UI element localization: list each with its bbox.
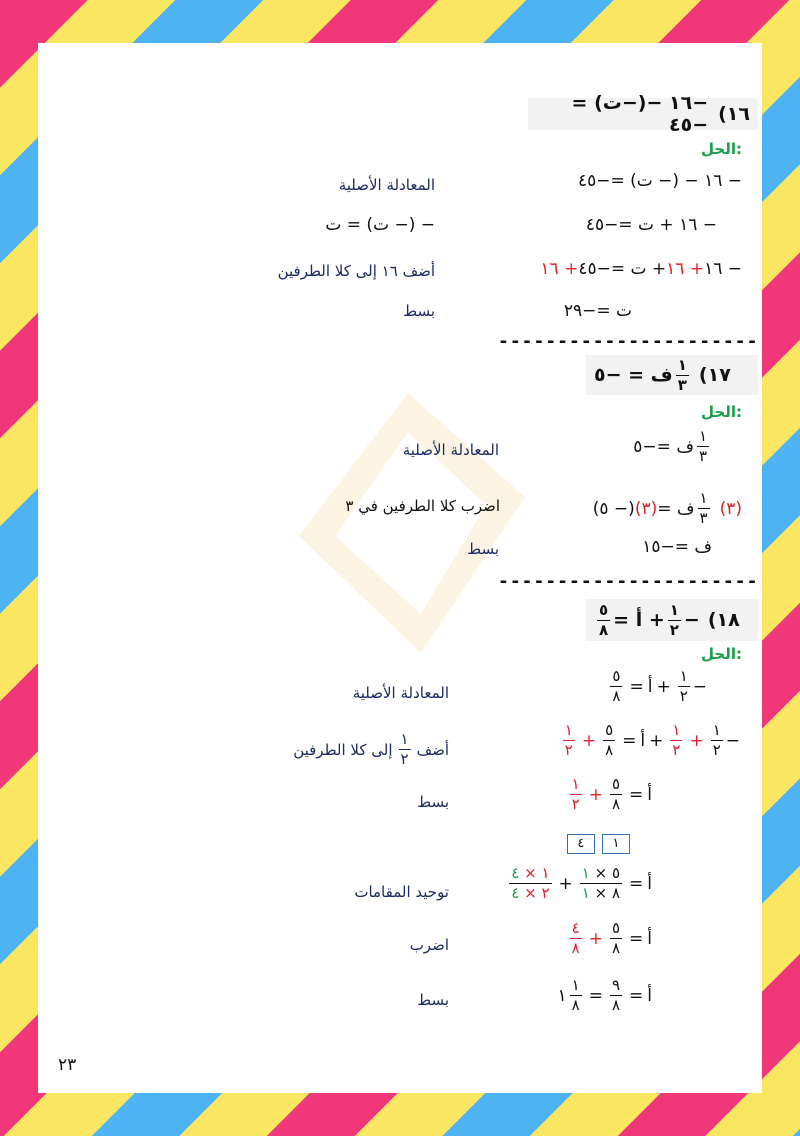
- p16-step-1: المعادلة الأصلية: [338, 176, 435, 194]
- p16-eq-3-d: + ١٦: [540, 259, 579, 279]
- solution-label-17: الحل:: [701, 403, 742, 421]
- fraction-half: $\frac{١}{٢}$: [679, 667, 688, 705]
- p17-eq-2: [593, 491, 742, 526]
- problem-17-fraction: [676, 355, 689, 394]
- solution-label-16: الحل:: [701, 140, 742, 158]
- separator-2: ----------------------: [498, 571, 759, 592]
- p18-step-5: اضرب: [409, 936, 449, 954]
- p17-eq-1-tail: ف =−٥: [633, 436, 694, 457]
- problem-17-tail: ف = −٥: [594, 364, 673, 386]
- problem-18-statement: [586, 599, 758, 641]
- p17-eq-1: [633, 429, 712, 464]
- p18-eq-6: أ = $\frac{٩}{٨}$ = $\frac{١}{٨}$ ١: [557, 976, 652, 1014]
- fraction-numerator: ١: [698, 427, 707, 445]
- problem-18-fraction-half: [668, 600, 681, 639]
- p18-step-3: بسط: [417, 793, 449, 811]
- problem-18-mid: + أ =: [613, 609, 665, 631]
- p17-eq-3: ف =−١٥: [642, 537, 712, 557]
- problem-18-number: ١٨): [707, 609, 740, 631]
- p17-step-2: اضرب كلا الطرفين في ٣: [345, 497, 500, 515]
- p17-eq-2-mid: (٣): [634, 498, 658, 519]
- p17-eq-2-left: (٣): [719, 498, 742, 519]
- p17-eq-2-tail1: ف =: [657, 498, 695, 519]
- worksheet-page: [38, 43, 762, 1093]
- p18-eq-2: − $\frac{١}{٢}$ + $\frac{١}{٢}$ + أ = $\frac{٥}{٨}$ + $\frac{١}{٢}$: [564, 721, 740, 759]
- p16-step-4: بسط: [403, 302, 435, 320]
- problem-18-minus: −: [683, 609, 700, 631]
- problem-17-statement: [586, 355, 758, 395]
- book-logo-watermark: [278, 373, 538, 673]
- p17-eq-1-fraction: [697, 429, 709, 464]
- problem-16-statement: [528, 92, 758, 136]
- fraction-denominator: ٣: [699, 509, 708, 527]
- fraction-denominator: ٣: [677, 375, 687, 394]
- problem-17-number: ١٧): [698, 364, 731, 386]
- multiplier-boxes: [565, 832, 630, 854]
- p16-eq-2: − ١٦ + ت =−٤٥: [585, 215, 717, 235]
- fraction-numerator: ١: [669, 600, 679, 619]
- fraction-numerator: ١: [699, 489, 708, 507]
- p18-eq-4: أ = $\frac{٥ \times ١}{٨ \times ١}$ + $\frac{١ \times ٤}{٢ \times ٤}$: [511, 864, 652, 902]
- p18-step-2: أضف $\frac{١}{٢}$ إلى كلا الطرفين: [293, 730, 449, 768]
- p16-eq-3: [540, 259, 742, 279]
- problem-16-equation: −١٦ −(−ت) = −٤٥: [571, 92, 709, 136]
- p17-step-1: المعادلة الأصلية: [402, 441, 499, 459]
- fraction-numerator: ٥: [599, 600, 609, 619]
- problem-18-fraction-result: [597, 600, 610, 639]
- multiplier-box: ٤: [567, 834, 595, 854]
- fraction-five-eighths: $\frac{٥}{٨}$: [612, 667, 621, 705]
- fraction-numerator: ١: [677, 355, 687, 374]
- separator-1: ----------------------: [498, 331, 759, 352]
- p18-step-4: توحيد المقامات: [354, 883, 449, 901]
- p16-eq-3-a: − ١٦: [704, 259, 742, 279]
- p18-eq-5: أ = $\frac{٥}{٨}$ + $\frac{٤}{٨}$: [571, 919, 652, 957]
- p16-eq-3-b: + ١٦: [666, 259, 705, 279]
- fraction-denominator: ٨: [599, 620, 609, 639]
- p16-step-3: أضف ١٦ إلى كلا الطرفين: [277, 262, 435, 280]
- p18-step-1: المعادلة الأصلية: [352, 684, 449, 702]
- solution-label-18: الحل:: [701, 645, 742, 663]
- p18-eq-1: − $\frac{١}{٢}$ + أ = $\frac{٥}{٨}$: [612, 667, 707, 705]
- p17-eq-2-fraction: [698, 491, 710, 526]
- p17-step-3: بسط: [467, 540, 499, 558]
- p16-eq-4: ت =−٢٩: [563, 301, 632, 321]
- p18-eq-3: أ = $\frac{٥}{٨}$ + $\frac{١}{٢}$: [571, 775, 652, 813]
- p17-eq-2-tail2: (− ٥): [592, 498, 635, 519]
- page-number: ٢٣: [58, 1055, 77, 1075]
- problem-16-number: ١٦): [718, 103, 750, 125]
- p18-step-6: بسط: [417, 991, 449, 1009]
- p16-step-2: − (− ت) = ت: [325, 215, 435, 235]
- multiplier-box: ١: [602, 834, 630, 854]
- fraction-denominator: ٣: [698, 447, 707, 465]
- p16-eq-3-c: + ت =−٤٥: [578, 259, 667, 279]
- p16-eq-1: − ١٦ − (− ت) =−٤٥: [577, 171, 742, 191]
- fraction-denominator: ٢: [669, 620, 679, 639]
